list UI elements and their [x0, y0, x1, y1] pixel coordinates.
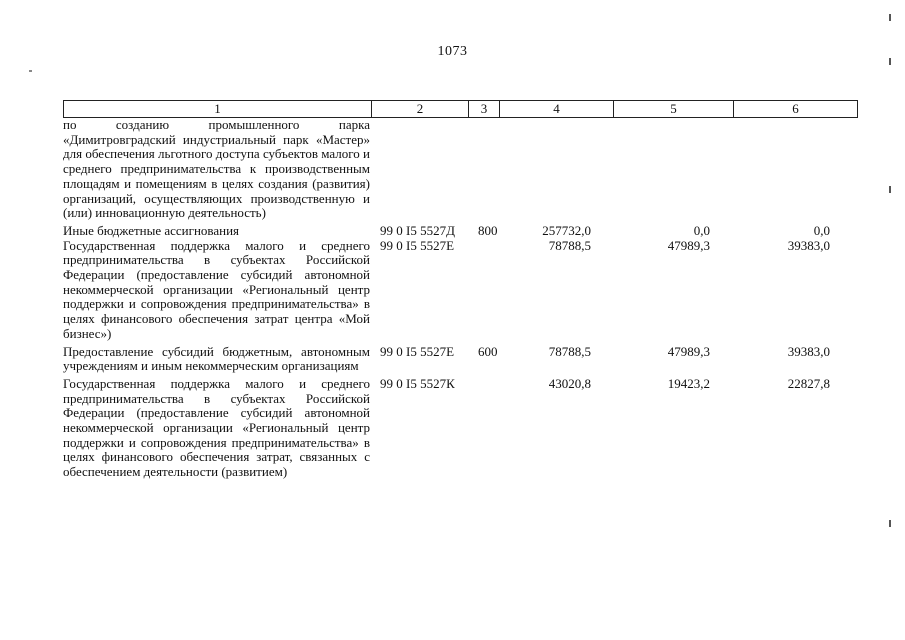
row-code: 99 0 I5 5527Е: [380, 343, 455, 359]
row-expense-type: 800: [478, 222, 498, 238]
row-amount-col4: 43020,8: [548, 375, 591, 391]
row-amount-col5: 0,0: [693, 222, 710, 238]
row-amount-col4: 78788,5: [548, 237, 591, 253]
table-row: [63, 224, 851, 239]
row-amount-col6: 0,0: [813, 222, 830, 238]
table-row: [63, 377, 851, 480]
scan-speck: [29, 70, 32, 72]
row-amount-col5: 47989,3: [667, 237, 710, 253]
row-description: Государственная поддержка малого и среднего предпринимательства в субъектах Российской Федерации (предоставление субсидий автономной некоммерческой организации «Региональный центр поддержки и сопровождения предпринимательства» в целях финансового обеспечения затрат, связанных с обеспечением деятельности (развитием): [63, 375, 370, 480]
row-amount-col4: 78788,5: [548, 343, 591, 359]
row-amount-col5: 47989,3: [667, 343, 710, 359]
table-row: [63, 239, 851, 342]
page-number: 1073: [437, 44, 468, 59]
column-header-3: 3: [469, 101, 500, 118]
row-amount-col6: 22827,8: [787, 375, 830, 391]
row-code: [370, 118, 476, 221]
row-amount-col6: 39383,0: [787, 237, 830, 253]
row-description: Иные бюджетные ассигнования: [63, 222, 240, 238]
row-amount-col6: 39383,0: [787, 343, 830, 359]
scan-edge-mark: [889, 14, 891, 21]
row-code: 99 0 I5 5527Е: [380, 237, 455, 253]
row-code: 99 0 I5 5527К: [380, 375, 455, 391]
row-expense-type: [476, 377, 508, 480]
table-row: [63, 118, 851, 221]
column-header-5: 5: [614, 101, 734, 118]
row-amount-col4: [508, 118, 591, 221]
column-header-row: [64, 101, 858, 118]
column-header-4: 4: [500, 101, 614, 118]
scan-edge-mark: [889, 186, 891, 193]
row-amount-col5: [591, 118, 710, 221]
row-expense-type: [476, 118, 508, 221]
column-header-1: 1: [64, 101, 372, 118]
row-amount-col5: 19423,2: [667, 375, 710, 391]
row-description: Предоставление субсидий бюджетным, автономным учреждениям и иным некоммерческим организациям: [63, 343, 370, 374]
table-row: [63, 345, 851, 374]
row-description: Государственная поддержка малого и среднего предпринимательства в субъектах Российской Федерации (предоставление субсидий автономной некоммерческой организации «Региональный центр поддержки и сопровождения предпринимательства» в целях финансового обеспечения затрат центра «Мой бизнес»): [63, 237, 370, 341]
column-header-2: 2: [372, 101, 469, 118]
column-header-6: 6: [734, 101, 858, 118]
scan-edge-mark: [889, 58, 891, 65]
row-code: 99 0 I5 5527Д: [380, 222, 455, 238]
row-description: по созданию промышленного парка «Димитровградский индустриальный парк «Мастер» для обеспечения льготного доступа субъектов малого и среднего предпринимательства к производственным площадям и помещениям в целях создания (развития) организаций, осуществляющих производственную и (или) инновационную деятельность): [63, 117, 370, 221]
row-expense-type: 600: [478, 343, 498, 359]
scan-edge-mark: [889, 520, 891, 527]
row-amount-col4: 257732,0: [542, 222, 591, 238]
row-expense-type: [476, 239, 508, 342]
table-body: [63, 118, 851, 480]
row-amount-col6: [710, 118, 830, 221]
column-header-table: [63, 100, 858, 118]
